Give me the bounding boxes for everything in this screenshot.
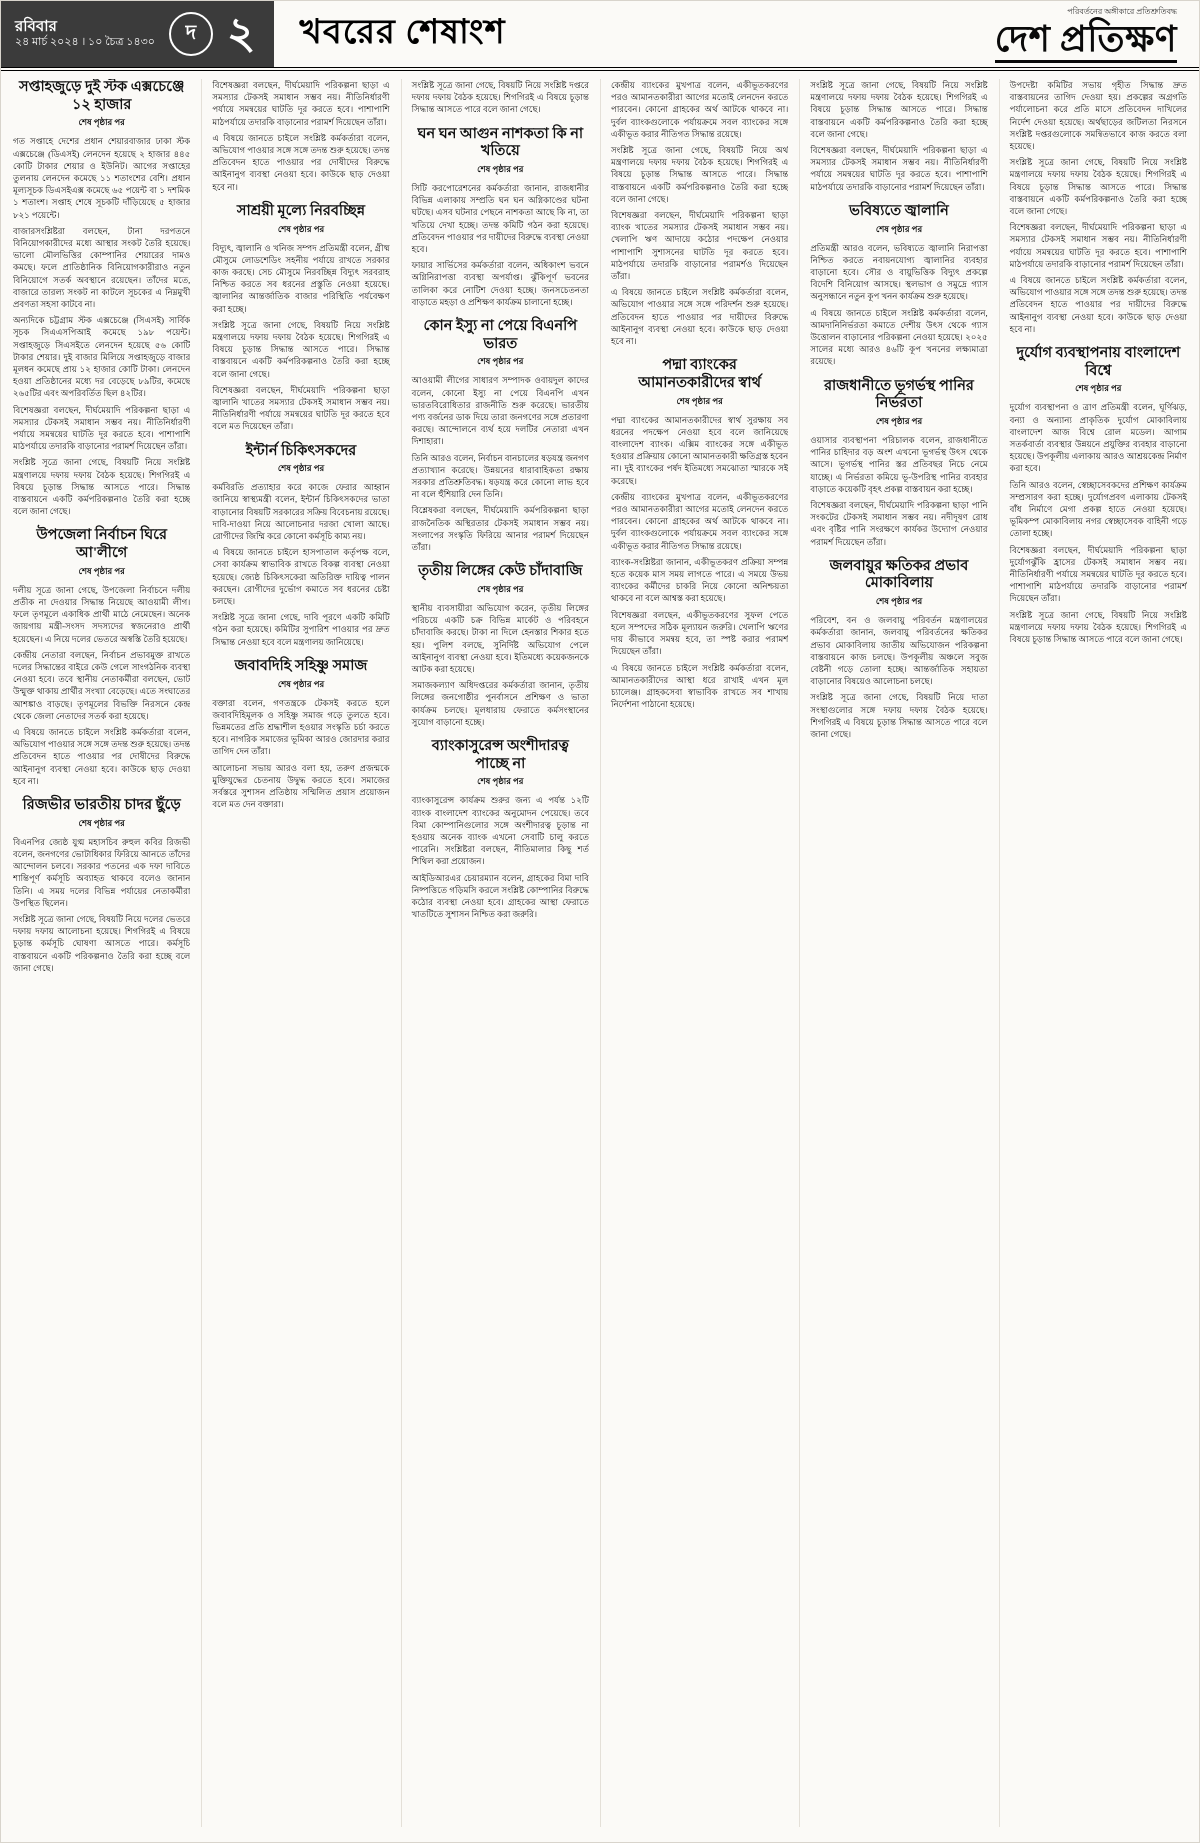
article-paragraph: সংশ্লিষ্ট সূত্রে জানা গেছে, বিষয়টি নিয়ে সংশ্লিষ্ট মন্ত্রণালয়ে দফায় দফায় বৈঠক হয়েছে। শিগগিরই এ বিষয়ে চূড়ান্ত সিদ্ধান্ত আসতে পারে। সিদ্ধান্ত বাস্তবায়নে একটি কর্মপরিকল্পনাও তৈরি করা হচ্ছে বলে জানা গেছে।	[13, 457, 191, 517]
article-headline: রাজধানীতে ভূগর্ভস্থ পানির নির্ভরতা	[824, 377, 974, 412]
continued-from-label: শেষ পৃষ্ঠার পর	[477, 163, 524, 174]
article-headline: উপজেলা নির্বাচন ঘিরে আ'লীগে	[36, 527, 167, 562]
article-paragraph: বিশেষজ্ঞরা বলছেন, দীর্ঘমেয়াদি পরিকল্পনা ছাড়া ব্যাংক খাতের সমস্যার টেকসই সমাধান সম্ভব নয়। খেলাপি ঋণ আদায়ে কঠোর পদক্ষেপ নেওয়ার পাশাপাশি সুশাসনের ঘাটতি দূর করতে হবে। মাঠপর্যায়ে তদারকি বাড়ানোর পরামর্শও দিয়েছেন তাঁরা।	[610, 210, 789, 282]
article-headline: তৃতীয় লিঙ্গের কেউ চাঁদাবাজি	[418, 563, 583, 580]
article-paragraph: সংশ্লিষ্ট সূত্রে জানা গেছে, বিষয়টি নিয়ে দাতা সংস্থাগুলোর সঙ্গে দফায় দফায় বৈঠক হয়েছে। শিগগিরই এ বিষয়ে চূড়ান্ত সিদ্ধান্ত আসতে পারে বলে জানা গেছে।	[810, 692, 988, 739]
article-paragraph: তিনি আরও বলেন, নির্বাচন বানচালের ষড়যন্ত্র জনগণ প্রত্যাখ্যান করেছে। উন্নয়নের ধারাবাহিকতা রক্ষায় সরকার প্রতিশ্রুতিবদ্ধ। ষড়যন্ত্র করে কোনো লাভ হবে না বলে হুঁশিয়ারি দেন তিনি।	[411, 452, 589, 500]
article-paragraph: সিটি করপোরেশনের কর্মকর্তারা জানান, রাজধানীর বিভিন্ন এলাকায় সম্প্রতি ঘন ঘন অগ্নিকাণ্ডের ঘটনা ঘটছে। এসব ঘটনার পেছনে নাশকতা আছে কি না, তা খতিয়ে দেখা হচ্ছে। তদন্ত কমিটি গঠন করা হয়েছে। প্রতিবেদন পাওয়ার পর দায়ীদের বিরুদ্ধে ব্যবস্থা নেওয়া হবে।	[411, 182, 589, 254]
news-column-3	[401, 79, 589, 1827]
news-column-6	[999, 79, 1187, 1827]
article-headline: জলবায়ুর ক্ষতিকর প্রভাব মোকাবিলায়	[829, 557, 969, 592]
continued-from-label: শেষ পৃষ্ঠার পর	[78, 117, 125, 128]
continued-from-label: শেষ পৃষ্ঠার পর	[875, 415, 923, 426]
article-paragraph: প্রতিমন্ত্রী আরও বলেন, ভবিষ্যতে জ্বালানি নিরাপত্তা নিশ্চিত করতে নবায়নযোগ্য জ্বালানির ব্যবহার বাড়ানো হবে। সৌর ও বায়ুভিত্তিক বিদ্যুৎ প্রকল্পে বিদেশি বিনিয়োগ আসছে। স্থলভাগ ও সমুদ্রে গ্যাস অনুসন্ধানে নতুন কূপ খনন কার্যক্রম শুরু হয়েছে।	[810, 242, 988, 302]
article-headline: ইন্টার্ন চিকিৎসকদের	[245, 442, 357, 459]
article-paragraph: এ বিষয়ে জানতে চাইলে সংশ্লিষ্ট কর্মকর্তারা বলেন, আমানতকারীদের আস্থা ধরে রাখাই এখন মূল চ্যালেঞ্জ। গ্রাহকসেবা স্বাভাবিক রাখতে সব শাখায় নির্দেশনা পাঠানো হয়েছে।	[610, 662, 789, 710]
continued-from-label: শেষ পৃষ্ঠার পর	[277, 678, 325, 689]
article-paragraph: ফায়ার সার্ভিসের কর্মকর্তারা বলেন, অধিকাংশ ভবনে অগ্নিনিরাপত্তা ব্যবস্থা অপর্যাপ্ত। ঝুঁকিপূর্ণ ভবনের তালিকা করে নোটিশ দেওয়া হচ্ছে। জনসচেতনতা বাড়াতে মহড়া ও প্রশিক্ষণ কার্যক্রম চালানো হচ্ছে।	[411, 260, 589, 307]
article-paragraph: সংশ্লিষ্ট সূত্রে জানা গেছে, বিষয়টি নিয়ে সংশ্লিষ্ট মন্ত্রণালয়ে দফায় দফায় বৈঠক হয়েছে। শিগগিরই এ বিষয়ে চূড়ান্ত সিদ্ধান্ত আসতে পারে। সিদ্ধান্ত বাস্তবায়নে একটি কর্মপরিকল্পনাও তৈরি করা হচ্ছে বলে জানা গেছে।	[1009, 157, 1187, 217]
article-paragraph: দুর্যোগ ব্যবস্থাপনা ও ত্রাণ প্রতিমন্ত্রী বলেন, ঘূর্ণিঝড়, বন্যা ও অন্যান্য প্রাকৃতিক দুর্যোগ মোকাবিলায় বাংলাদেশ আজ বিশ্বে রোল মডেল। আগাম সতর্কবার্তা ব্যবস্থার উন্নয়নে প্রযুক্তির ব্যবহার বাড়ানো হয়েছে। উপকূলীয় এলাকায় আরও আশ্রয়কেন্দ্র নির্মাণ করা হবে।	[1009, 402, 1187, 474]
article-paragraph: সমাজকল্যাণ অধিদপ্তরের কর্মকর্তারা জানান, তৃতীয় লিঙ্গের জনগোষ্ঠীর পুনর্বাসনে প্রশিক্ষণ ও ভাতা কার্যক্রম চলছে। মূলধারায় ফেরাতে কর্মসংস্থানের সুযোগ বাড়ানো হচ্ছে।	[411, 680, 589, 727]
continued-from-label: শেষ পৃষ্ঠার পর	[277, 223, 325, 234]
article-paragraph: ব্যাংক-সংশ্লিষ্টরা জানান, একীভূতকরণ প্রক্রিয়া সম্পন্ন হতে কয়েক মাস সময় লাগতে পারে। এ সময়ে উভয় ব্যাংকের কর্মীদের চাকরি নিয়ে কোনো অনিশ্চয়তা থাকবে না বলে আশ্বস্ত করা হয়েছে।	[610, 556, 789, 604]
article-paragraph: বক্তারা বলেন, গণতন্ত্রকে টেকসই করতে হলে জবাবদিহিমূলক ও সহিষ্ণু সমাজ গড়ে তুলতে হবে। ভিন্নমতের প্রতি শ্রদ্ধাশীল হওয়ার সংস্কৃতি চর্চা করতে হবে। নাগরিক সমাজের ভূমিকা আরও জোরদার করার তাগিদ দেন তাঁরা।	[212, 697, 390, 757]
paper-tagline: পরিবর্তনের অঙ্গীকারে প্রতিশ্রুতিবদ্ধ	[1067, 6, 1177, 16]
article-paragraph: ওয়াসার ব্যবস্থাপনা পরিচালক বলেন, রাজধানীতে পানির চাহিদার বড় অংশ এখনো ভূগর্ভস্থ উৎস থেকে আসে। ভূগর্ভস্থ পানির স্তর প্রতিবছর নিচে নেমে যাচ্ছে। এ নির্ভরতা কমিয়ে ভূ-উপরিস্থ পানির ব্যবহার বাড়াতে কয়েকটি বৃহৎ প্রকল্প বাস্তবায়ন করা হচ্ছে।	[810, 434, 988, 494]
article-headline: ঘন ঘন আগুন নাশকতা কি না খতিয়ে	[417, 125, 584, 160]
continued-from-label: শেষ পৃষ্ঠার পর	[1075, 383, 1122, 394]
article-paragraph: বিএনপির জ্যেষ্ঠ যুগ্ম মহাসচিব রুহুল কবির রিজভী বলেন, জনগণের ভোটাধিকার ফিরিয়ে আনতে তাঁদের আন্দোলন চলবে। সরকার পতনের এক দফা দাবিতে শান্তিপূর্ণ কর্মসূচি অব্যাহত থাকবে বলেও জানান তিনি। এ সময় দলের বিভিন্ন পর্যায়ের নেতাকর্মীরা উপস্থিত ছিলেন।	[13, 836, 191, 908]
article-paragraph: সংশ্লিষ্ট সূত্রে জানা গেছে, বিষয়টি নিয়ে সংশ্লিষ্ট দপ্তরে দফায় দফায় বৈঠক হয়েছে। শিগগিরই এ বিষয়ে চূড়ান্ত সিদ্ধান্ত আসতে পারে বলে জানা গেছে।	[411, 80, 589, 115]
article-paragraph: পরিবেশ, বন ও জলবায়ু পরিবর্তন মন্ত্রণালয়ের কর্মকর্তারা জানান, জলবায়ু পরিবর্তনের ক্ষতিকর প্রভাব মোকাবিলায় জাতীয় অভিযোজন পরিকল্পনা বাস্তবায়নে কাজ চলছে। উপকূলীয় অঞ্চলে সবুজ বেষ্টনী গড়ে তোলা হচ্ছে। আন্তর্জাতিক সহায়তা বাড়ানোর বিষয়েও আলোচনা চলছে।	[810, 615, 988, 687]
article-paragraph: কেন্দ্রীয় নেতারা বলছেন, নির্বাচন প্রভাবমুক্ত রাখতে দলের সিদ্ধান্তের বাইরে কেউ গেলে সাংগঠনিক ব্যবস্থা নেওয়া হবে। তবে স্থানীয় নেতাকর্মীরা বলছেন, ভোট উন্মুক্ত থাকায় প্রার্থীর সংখ্যা বেড়েছে। এতে সংঘাতের আশঙ্কাও বাড়ছে। তৃণমূলের বিভক্তি নিরসনে কেন্দ্র থেকে জেলা নেতাদের সতর্ক করা হয়েছে।	[13, 649, 191, 721]
article-headline: সপ্তাহজুড়ে দুই স্টক এক্সচেঞ্জে ১২ হাজার	[18, 79, 185, 113]
article-paragraph: এ বিষয়ে জানতে চাইলে সংশ্লিষ্ট কর্মকর্তারা বলেন, অভিযোগ পাওয়ার সঙ্গে সঙ্গে পরিদর্শন শুরু হয়েছে। প্রতিবেদন হাতে পাওয়ার পর দায়ীদের বিরুদ্ধে আইনানুগ ব্যবস্থা নেওয়া হবে। কাউকে ছাড় দেওয়া হবে না।	[610, 287, 789, 347]
date-label: ২৪ মার্চ ২০২৪ । ১০ চৈত্র ১৪৩০	[15, 36, 155, 49]
article-paragraph: বিশেষজ্ঞরা বলছেন, দীর্ঘমেয়াদি পরিকল্পনা ছাড়া এ সমস্যার টেকসই সমাধান সম্ভব নয়। নীতিনির্ধারণী পর্যায়ে সমন্বয়ের ঘাটতি দূর করতে হবে। পাশাপাশি মাঠপর্যায়ে তদারকি বাড়ানোর পরামর্শ দিয়েছেন তাঁরা।	[1009, 222, 1187, 269]
article-headline: রিজভীর ভারতীয় চাদর ছুঁড়ে	[22, 797, 181, 814]
article-headline: কোন ইস্যু না পেয়ে বিএনপি ভারত	[423, 318, 578, 352]
article-headline: ভবিষ্যতে জ্বালানি	[849, 202, 949, 219]
article-headline: পদ্মা ব্যাংকের আমানতকারীদের স্বার্থ	[638, 357, 761, 391]
masthead-block	[995, 1, 1199, 67]
article-paragraph: পদ্মা ব্যাংকের আমানতকারীদের স্বার্থ সুরক্ষায় সব ধরনের পদক্ষেপ নেওয়া হবে বলে জানিয়েছে বাংলাদেশ ব্যাংক। এক্সিম ব্যাংকের সঙ্গে একীভূত হওয়ার প্রক্রিয়ায় কোনো আমানতকারী ক্ষতিগ্রস্ত হবেন না। দুই ব্যাংকের পর্ষদ ইতিমধ্যে সমঝোতা স্মারকে সই করেছে।	[610, 414, 789, 486]
page-number: ২	[226, 9, 256, 58]
article-paragraph: সংশ্লিষ্ট সূত্রে জানা গেছে, বিষয়টি নিয়ে দলের ভেতরে দফায় দফায় আলোচনা হয়েছে। শিগগিরই এ বিষয়ে চূড়ান্ত কর্মসূচি ঘোষণা আসতে পারে। কর্মসূচি বাস্তবায়নে একটি পরিকল্পনাও তৈরি করা হচ্ছে বলে জানা গেছে।	[13, 914, 191, 973]
header-date-block	[1, 1, 274, 67]
news-columns	[1, 71, 1199, 1842]
article-headline: ব্যাংকাসুরেন্স অংশীদারত্ব পাচ্ছে না	[431, 737, 569, 772]
weekday-label: রবিবার	[15, 19, 57, 36]
news-column-4	[600, 79, 788, 1827]
continued-from-label: শেষ পৃষ্ঠার পর	[875, 223, 923, 234]
article-paragraph: বিশেষজ্ঞরা বলছেন, দীর্ঘমেয়াদি পরিকল্পনা ছাড়া দুর্যোগঝুঁকি হ্রাসের টেকসই সমাধান সম্ভব নয়। নীতিনির্ধারণী পর্যায়ে সমন্বয়ের ঘাটতি দূর করতে হবে। পাশাপাশি মাঠপর্যায়ে তদারকি বাড়ানোর পরামর্শ দিয়েছেন তাঁরা।	[1009, 544, 1187, 604]
continued-from-label: শেষ পৃষ্ঠার পর	[477, 356, 524, 367]
paper-emblem-icon: দ	[169, 12, 213, 56]
article-paragraph: সংশ্লিষ্ট সূত্রে জানা গেছে, বিষয়টি নিয়ে সংশ্লিষ্ট মন্ত্রণালয়ে দফায় দফায় বৈঠক হয়েছে। শিগগিরই এ বিষয়ে চূড়ান্ত সিদ্ধান্ত আসতে পারে বলে জানা গেছে।	[1009, 609, 1187, 645]
continued-from-label: শেষ পৃষ্ঠার পর	[676, 395, 723, 406]
paper-name: দেশ প্রতিক্ষণ	[995, 21, 1177, 63]
article-paragraph: ব্যাংকাসুরেন্স কার্যক্রম শুরুর জন্য এ পর্যন্ত ১২টি ব্যাংক বাংলাদেশ ব্যাংকের অনুমোদন পেয়েছে। তবে বিমা কোম্পানিগুলোর সঙ্গে অংশীদারত্ব চূড়ান্ত না হওয়ায় অনেক ব্যাংক এখনো সেবাটি চালু করতে পারেনি। সংশ্লিষ্টরা বলছেন, নীতিমালার কিছু শর্ত শিথিল করা প্রয়োজন।	[411, 795, 589, 867]
continued-from-label: শেষ পৃষ্ঠার পর	[477, 776, 524, 787]
article-paragraph: বিশেষজ্ঞরা বলছেন, দীর্ঘমেয়াদি পরিকল্পনা ছাড়া এ সমস্যার টেকসই সমাধান সম্ভব নয়। নীতিনির্ধারণী পর্যায়ে সমন্বয়ের ঘাটতি দূর করতে হবে। পাশাপাশি মাঠপর্যায়ে তদারকি বাড়ানোর পরামর্শ দিয়েছেন তাঁরা।	[13, 404, 191, 452]
article-paragraph: গত সপ্তাহে দেশের প্রধান শেয়ারবাজার ঢাকা স্টক এক্সচেঞ্জে (ডিএসই) লেনদেন হয়েছে ২ হাজার ৪৪৫ কোটি টাকার শেয়ার ও ইউনিট। আগের সপ্তাহের তুলনায় লেনদেন কমেছে ১১ শতাংশের বেশি। প্রধান মূল্যসূচক ডিএসইএক্স কমেছে ৬৫ পয়েন্ট বা ১ দশমিক ১ শতাংশ। সপ্তাহ শেষে সূচকটি দাঁড়িয়েছে ৫ হাজার ৮২১ পয়েন্টে।	[13, 136, 191, 220]
article-paragraph: সংশ্লিষ্ট সূত্রে জানা গেছে, বিষয়টি নিয়ে অর্থ মন্ত্রণালয়ে দফায় দফায় বৈঠক হয়েছে। শিগগিরই এ বিষয়ে চূড়ান্ত সিদ্ধান্ত আসতে পারে। সিদ্ধান্ত বাস্তবায়নে একটি কর্মপরিকল্পনাও তৈরি করা হচ্ছে বলে জানা গেছে।	[610, 145, 789, 204]
article-paragraph: এ বিষয়ে জানতে চাইলে সংশ্লিষ্ট কর্মকর্তারা বলেন, অভিযোগ পাওয়ার সঙ্গে সঙ্গে তদন্ত শুরু হয়েছে। তদন্ত প্রতিবেদন হাতে পাওয়ার পর দায়ীদের বিরুদ্ধে আইনানুগ ব্যবস্থা নেওয়া হবে। কাউকে ছাড় দেওয়া হবে না।	[1009, 275, 1187, 334]
article-paragraph: বাজারসংশ্লিষ্টরা বলছেন, টানা দরপতনে বিনিয়োগকারীদের মধ্যে আস্থার সংকট তৈরি হয়েছে। ভালো মৌলভিত্তির কোম্পানির শেয়ারের দামও কমছে। ফলে প্রাতিষ্ঠানিক বিনিয়োগকারীরাও নতুন বিনিয়োগে সতর্ক অবস্থানে রয়েছেন। তাঁদের মতে, বাজারে তারল্য সংকট না কাটলে সূচকের এ নিম্নমুখী প্রবণতা সহসা কাটবে না।	[13, 225, 191, 310]
article-paragraph: বিশেষজ্ঞরা বলছেন, দীর্ঘমেয়াদি পরিকল্পনা ছাড়া পানি সংকটের টেকসই সমাধান সম্ভব নয়। নদীদূষণ রোধ এবং বৃষ্টির পানি সংরক্ষণে কার্যকর উদ্যোগ নেওয়ার পরামর্শ দিয়েছেন তাঁরা।	[810, 499, 988, 547]
article-paragraph: সংশ্লিষ্ট সূত্রে জানা গেছে, বিষয়টি নিয়ে সংশ্লিষ্ট মন্ত্রণালয়ে দফায় দফায় বৈঠক হয়েছে। শিগগিরই এ বিষয়ে চূড়ান্ত সিদ্ধান্ত আসতে পারে। সিদ্ধান্ত বাস্তবায়নে একটি কর্মপরিকল্পনাও তৈরি করা হচ্ছে বলে জানা গেছে।	[212, 319, 390, 379]
article-paragraph: আইডিআরএর চেয়ারম্যান বলেন, গ্রাহকের বিমা দাবি নিষ্পত্তিতে গড়িমসি করলে সংশ্লিষ্ট কোম্পানির বিরুদ্ধে কঠোর ব্যবস্থা নেওয়া হবে। গ্রাহকের আস্থা ফেরাতে খাতটিতে সুশাসন নিশ্চিত করা জরুরি।	[411, 872, 589, 920]
section-title: খবরের শেষাংশ	[299, 13, 506, 51]
article-paragraph: সংশ্লিষ্ট সূত্রে জানা গেছে, বিষয়টি নিয়ে সংশ্লিষ্ট মন্ত্রণালয়ে দফায় দফায় বৈঠক হয়েছে। শিগগিরই এ বিষয়ে চূড়ান্ত সিদ্ধান্ত আসতে পারে। সিদ্ধান্ত বাস্তবায়নে একটি কর্মপরিকল্পনাও তৈরি করা হচ্ছে বলে জানা গেছে।	[810, 80, 988, 139]
article-paragraph: বিশেষজ্ঞরা বলছেন, একীভূতকরণের সুফল পেতে হলে সম্পদের সঠিক মূল্যায়ন জরুরি। খেলাপি ঋণের দায় কীভাবে সমন্বয় হবে, তা স্পষ্ট করার পরামর্শ দিয়েছেন তাঁরা।	[610, 609, 789, 657]
page-header	[1, 1, 1199, 71]
continued-from-label: শেষ পৃষ্ঠার পর	[477, 583, 524, 594]
article-paragraph: অন্যদিকে চট্টগ্রাম স্টক এক্সচেঞ্জে (সিএসই) সার্বিক সূচক সিএএসপিআই কমেছে ১৯৮ পয়েন্ট। সপ্তাহজুড়ে সিএসইতে লেনদেন হয়েছে ৫৬ কোটি টাকার শেয়ার। দুই বাজার মিলিয়ে সপ্তাহজুড়ে বাজার মূলধন কমেছে প্রায় ১২ হাজার কোটি টাকা। লেনদেন হওয়া প্রতিষ্ঠানের মধ্যে দর বেড়েছে ৮৯টির, কমেছে ২৬৫টির এবং অপরিবর্তিত ছিল ৪২টির।	[13, 315, 191, 399]
news-column-1	[13, 79, 190, 1827]
article-paragraph: বিশেষজ্ঞরা বলছেন, দীর্ঘমেয়াদি পরিকল্পনা ছাড়া জ্বালানি খাতের সমস্যার টেকসই সমাধান সম্ভব নয়। নীতিনির্ধারণী পর্যায়ে সমন্বয়ের ঘাটতি দূর করতে হবে বলে মত দিয়েছেন তাঁরা।	[212, 384, 390, 432]
continued-from-label: শেষ পৃষ্ঠার পর	[78, 817, 125, 828]
article-paragraph: বিশেষজ্ঞরা বলছেন, দীর্ঘমেয়াদি পরিকল্পনা ছাড়া এ সমস্যার টেকসই সমাধান সম্ভব নয়। নীতিনির্ধারণী পর্যায়ে সমন্বয়ের ঘাটতি দূর করতে হবে। পাশাপাশি মাঠপর্যায়ে তদারকি বাড়ানোর পরামর্শ দিয়েছেন তাঁরা।	[212, 80, 390, 127]
continued-from-label: শেষ পৃষ্ঠার পর	[78, 565, 125, 576]
article-headline: জবাবদিহি সহিষ্ণু সমাজ	[234, 657, 368, 674]
news-column-5	[799, 79, 987, 1827]
article-paragraph: তিনি আরও বলেন, স্বেচ্ছাসেবকদের প্রশিক্ষণ কার্যক্রম সম্প্রসারণ করা হচ্ছে। দুর্যোগপ্রবণ এলাকায় টেকসই বাঁধ নির্মাণে মেগা প্রকল্প হাতে নেওয়া হয়েছে। ভূমিকম্প মোকাবিলায় নগর স্বেচ্ছাসেবক বাহিনী গড়ে তোলা হচ্ছে।	[1009, 479, 1187, 539]
article-paragraph: বিশেষজ্ঞরা বলছেন, দীর্ঘমেয়াদি পরিকল্পনা ছাড়া এ সমস্যার টেকসই সমাধান সম্ভব নয়। নীতিনির্ধারণী পর্যায়ে সমন্বয়ের ঘাটতি দূর করতে হবে। পাশাপাশি মাঠপর্যায়ে তদারকি বাড়ানোর পরামর্শ দিয়েছেন তাঁরা।	[810, 145, 988, 192]
article-headline: সাশ্রয়ী মূল্যে নিরবচ্ছিন্ন	[236, 202, 366, 219]
article-paragraph: আলোচনা সভায় আরও বলা হয়, তরুণ প্রজন্মকে মুক্তিযুদ্ধের চেতনায় উদ্বুদ্ধ করতে হবে। সমাজের সর্বস্তরে সুশাসন প্রতিষ্ঠায় সম্মিলিত প্রয়াস প্রয়োজন বলে মত দেন বক্তারা।	[212, 762, 390, 810]
article-paragraph: বিদ্যুৎ, জ্বালানি ও খনিজ সম্পদ প্রতিমন্ত্রী বলেন, গ্রীষ্ম মৌসুমে লোডশেডিং সহনীয় পর্যায়ে রাখতে সরকার কাজ করছে। সেচ মৌসুমে নিরবচ্ছিন্ন বিদ্যুৎ সরবরাহ নিশ্চিত করতে সব ধরনের প্রস্তুতি নেওয়া হয়েছে। জ্বালানির আন্তর্জাতিক বাজার পরিস্থিতি পর্যবেক্ষণ করা হচ্ছে।	[212, 242, 390, 314]
article-paragraph: সংশ্লিষ্ট সূত্রে জানা গেছে, দাবি পূরণে একটি কমিটি গঠন করা হয়েছে। কমিটির সুপারিশ পাওয়ার পর দ্রুত সিদ্ধান্ত নেওয়া হবে বলে মন্ত্রণালয় জানিয়েছে।	[212, 612, 390, 647]
continued-from-label: শেষ পৃষ্ঠার পর	[277, 463, 325, 474]
news-column-2	[201, 79, 389, 1827]
article-headline: দুর্যোগ ব্যবস্থাপনায় বাংলাদেশ বিশ্বে	[1016, 345, 1181, 379]
article-paragraph: উপদেষ্টা কমিটির সভায় গৃহীত সিদ্ধান্ত দ্রুত বাস্তবায়নের তাগিদ দেওয়া হয়। প্রকল্পের অগ্রগতি পর্যালোচনা করে প্রতি মাসে প্রতিবেদন দাখিলের নির্দেশ দেওয়া হয়েছে। অর্থছাড়ের জটিলতা নিরসনে সংশ্লিষ্ট দপ্তরগুলোকে সমন্বিতভাবে কাজ করতে বলা হয়েছে।	[1009, 80, 1187, 152]
article-paragraph: কেন্দ্রীয় ব্যাংকের মুখপাত্র বলেন, একীভূতকরণের পরও আমানতকারীরা আগের মতোই লেনদেন করতে পারবেন। কোনো গ্রাহকের অর্থ আটকে থাকবে না। দুর্বল ব্যাংকগুলোকে পর্যায়ক্রমে সবল ব্যাংকের সঙ্গে একীভূত করার নীতিগত সিদ্ধান্ত রয়েছে।	[610, 491, 789, 551]
article-paragraph: আওয়ামী লীগের সাধারণ সম্পাদক ওবায়দুল কাদের বলেন, কোনো ইস্যু না পেয়ে বিএনপি এখন ভারতবিরোধিতার রাজনীতি শুরু করেছে। ভারতীয় পণ্য বর্জনের ডাক দিয়ে তারা জনগণের সঙ্গে প্রতারণা করছে। আন্দোলনে ব্যর্থ হয়ে দলটির নেতারা এখন দিশাহারা।	[411, 375, 589, 447]
article-paragraph: বিশ্লেষকরা বলছেন, দীর্ঘমেয়াদি কর্মপরিকল্পনা ছাড়া রাজনৈতিক অস্থিরতার টেকসই সমাধান সম্ভব নয়। সংলাপের সংস্কৃতি ফিরিয়ে আনার পরামর্শ দিয়েছেন তাঁরা।	[411, 505, 589, 553]
article-paragraph: এ বিষয়ে জানতে চাইলে সংশ্লিষ্ট কর্মকর্তারা বলেন, অভিযোগ পাওয়ার সঙ্গে সঙ্গে তদন্ত শুরু হয়েছে। তদন্ত প্রতিবেদন হাতে পাওয়ার পর দোষীদের বিরুদ্ধে আইনানুগ ব্যবস্থা নেওয়া হবে। কাউকে ছাড় দেওয়া হবে না।	[212, 132, 390, 192]
article-paragraph: দলীয় সূত্রে জানা গেছে, উপজেলা নির্বাচনে দলীয় প্রতীক না দেওয়ার সিদ্ধান্ত নিয়েছে আওয়ামী লীগ। ফলে তৃণমূলে একাধিক প্রার্থী মাঠে নেমেছেন। অনেক জায়গায় মন্ত্রী-সংসদ সদস্যদের স্বজনেরাও প্রার্থী হয়েছেন। এ নিয়ে দলের ভেতরে অস্বস্তি তৈরি হয়েছে।	[13, 584, 191, 644]
article-paragraph: কর্মবিরতি প্রত্যাহার করে কাজে ফেরার আহ্বান জানিয়ে স্বাস্থ্যমন্ত্রী বলেন, ইন্টার্ন চিকিৎসকদের ভাতা বাড়ানোর বিষয়টি সরকারের সক্রিয় বিবেচনায় রয়েছে। দাবি-দাওয়া নিয়ে আলোচনার দরজা খোলা আছে। রোগীদের জিম্মি করে কোনো কর্মসূচি কাম্য নয়।	[212, 482, 390, 542]
article-paragraph: কেন্দ্রীয় ব্যাংকের মুখপাত্র বলেন, একীভূতকরণের পরও আমানতকারীরা আগের মতোই লেনদেন করতে পারবেন। কোনো গ্রাহকের অর্থ আটকে থাকবে না। দুর্বল ব্যাংকগুলোকে পর্যায়ক্রমে সবল ব্যাংকের সঙ্গে একীভূত করার নীতিগত সিদ্ধান্ত রয়েছে।	[610, 80, 789, 139]
article-paragraph: এ বিষয়ে জানতে চাইলে সংশ্লিষ্ট কর্মকর্তারা বলেন, অভিযোগ পাওয়ার সঙ্গে সঙ্গে তদন্ত শুরু হয়েছে। তদন্ত প্রতিবেদন হাতে পাওয়ার পর দোষীদের বিরুদ্ধে আইনানুগ ব্যবস্থা নেওয়া হবে। কাউকে ছাড় দেওয়া হবে না।	[13, 727, 191, 786]
article-paragraph: স্থানীয় ব্যবসায়ীরা অভিযোগ করেন, তৃতীয় লিঙ্গের পরিচয়ে একটি চক্র বিভিন্ন মার্কেট ও পরিবহনে চাঁদাবাজি করছে। টাকা না দিলে হেনস্তার শিকার হতে হয়। পুলিশ বলছে, সুনির্দিষ্ট অভিযোগ পেলে আইনানুগ ব্যবস্থা নেওয়া হবে। ইতিমধ্যে কয়েকজনকে আটক করা হয়েছে।	[411, 602, 589, 674]
continued-from-label: শেষ পৃষ্ঠার পর	[875, 596, 923, 607]
article-paragraph: এ বিষয়ে জানতে চাইলে হাসপাতাল কর্তৃপক্ষ বলে, সেবা কার্যক্রম স্বাভাবিক রাখতে বিকল্প ব্যবস্থা নেওয়া হয়েছে। জ্যেষ্ঠ চিকিৎসকেরা অতিরিক্ত দায়িত্ব পালন করছেন। রোগীদের দুর্ভোগ কমাতে সব ধরনের চেষ্টা চলছে।	[212, 547, 390, 607]
article-paragraph: এ বিষয়ে জানতে চাইলে সংশ্লিষ্ট কর্মকর্তারা বলেন, আমদানিনির্ভরতা কমাতে দেশীয় উৎস থেকে গ্যাস উত্তোলন বাড়ানোর পরিকল্পনা নেওয়া হয়েছে। ২০২৫ সালের মধ্যে আরও ৪৬টি কূপ খননের লক্ষ্যমাত্রা রয়েছে।	[810, 307, 988, 367]
